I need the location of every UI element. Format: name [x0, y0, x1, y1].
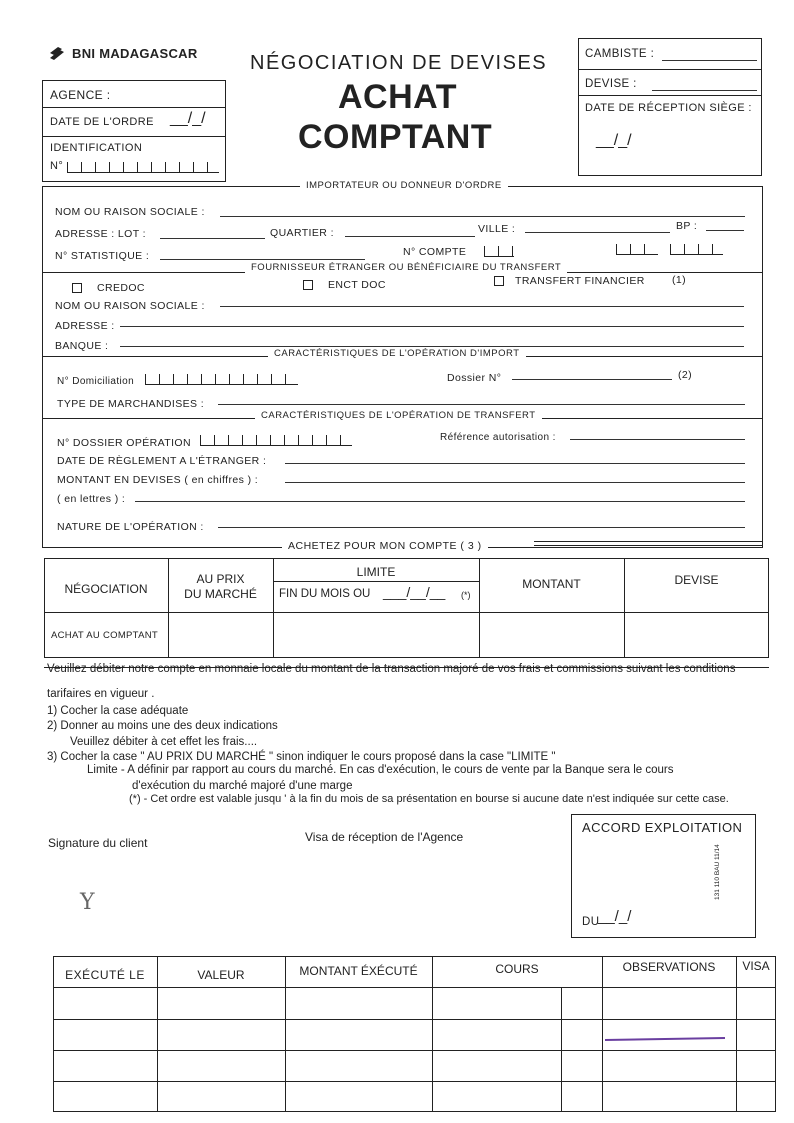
importateur-compte-field-c[interactable] — [670, 244, 723, 255]
transfert-financier-label: TRANSFERT FINANCIER — [515, 275, 645, 287]
montant-cell[interactable] — [480, 613, 623, 657]
exec-col-montant-execute: MONTANT ÉXÉCUTÉ — [299, 964, 418, 978]
section-fournisseur: FOURNISSEUR ÉTRANGER OU BÉNÉFICIAIRE DU TRANSFERT — [245, 262, 567, 273]
col-au-prix-2: DU MARCHÉ — [184, 587, 257, 601]
importateur-quartier-label: QUARTIER : — [270, 227, 334, 239]
form-ref-code: 131 110 BAU 11/14 — [714, 844, 721, 900]
col-au-prix-1: AU PRIX — [196, 572, 245, 586]
note-2b: Veuillez débiter à cet effet les frais.... — [70, 736, 258, 748]
exec-col-visa: VISA — [742, 959, 770, 973]
dossier-field[interactable] — [512, 379, 672, 380]
identification-number-field[interactable] — [67, 162, 219, 173]
main-form-frame — [42, 186, 763, 548]
dossier-label: Dossier N° — [447, 372, 502, 384]
section-transfert: CARACTÉRISTIQUES DE L'OPÉRATION DE TRANSFERT — [255, 410, 542, 421]
importateur-compte-field-b[interactable] — [616, 244, 658, 255]
bank-name: BNI MADAGASCAR — [72, 46, 198, 61]
note-3c: d'exécution du marché majoré d'une marge — [132, 780, 353, 792]
achetez-heading: ACHETEZ POUR MON COMPTE ( 3 ) — [282, 540, 488, 552]
bank-logo — [48, 44, 228, 64]
signature-client-label: Signature du client — [48, 836, 148, 850]
note-1-marker: (1) — [672, 274, 687, 286]
title-achat: ACHAT — [338, 78, 457, 116]
marchandises-field[interactable] — [218, 404, 745, 405]
importateur-statistique-label: N° STATISTIQUE : — [55, 250, 150, 262]
importateur-bp-field[interactable] — [706, 230, 744, 231]
importateur-compte-label: N° COMPTE — [403, 246, 467, 258]
importateur-statistique-field[interactable] — [160, 259, 365, 260]
fin-du-mois-date-field[interactable]: ___/__/__ — [383, 584, 446, 600]
fournisseur-adresse-label: ADRESSE : — [55, 320, 115, 332]
col-negociation: NÉGOCIATION — [64, 582, 148, 596]
exec-col-cours: COURS — [495, 962, 539, 976]
exec-col-observations: OBSERVATIONS — [622, 960, 716, 974]
importateur-bp-label: BP : — [676, 220, 698, 232]
fournisseur-banque-field[interactable] — [120, 346, 744, 347]
importateur-quartier-field[interactable] — [345, 236, 475, 237]
title-negociation: NÉGOCIATION DE DEVISES — [250, 52, 548, 74]
dossier-operation-field[interactable] — [200, 435, 352, 446]
accord-du-label: DU — [582, 916, 600, 928]
col-limite: LIMITE — [356, 565, 396, 579]
domiciliation-field[interactable] — [145, 374, 298, 385]
title-comptant: COMPTANT — [298, 118, 493, 156]
dossier-operation-label: N° DOSSIER OPÉRATION — [57, 437, 191, 449]
accord-date-field[interactable]: __/_/ — [598, 908, 632, 925]
section-import: CARACTÉRISTIQUES DE L'OPÉRATION D'IMPORT — [268, 348, 526, 359]
note-2-marker: (2) — [678, 369, 693, 381]
credoc-label: CREDOC — [97, 282, 145, 294]
importateur-ville-label: VILLE : — [478, 223, 516, 235]
importateur-lot-field[interactable] — [160, 238, 265, 239]
au-prix-marche-cell[interactable] — [169, 613, 272, 657]
col-devise: DEVISE — [674, 573, 719, 587]
montant-lettres-field[interactable] — [135, 501, 745, 502]
nature-operation-label: NATURE DE L'OPÉRATION : — [57, 521, 204, 533]
reference-autorisation-field[interactable] — [570, 439, 745, 440]
note-paragraph-1a: Veuillez débiter notre compte en monnaie locale du montant de la transaction majoré de vos frais et commissions suivant les conditions — [47, 663, 736, 675]
cambiste-field[interactable] — [662, 60, 757, 61]
date-reglement-field[interactable] — [285, 463, 745, 464]
importateur-ville-field[interactable] — [525, 232, 670, 233]
reference-autorisation-label: Référence autorisation : — [440, 432, 556, 443]
importateur-adresse-label: ADRESSE : LOT : — [55, 228, 146, 240]
montant-chiffres-label: MONTANT EN DEVISES ( en chiffres ) : — [57, 474, 259, 486]
identification-number-label: N° — [50, 160, 64, 172]
fournisseur-banque-label: BANQUE : — [55, 340, 109, 352]
devise-cell[interactable] — [625, 613, 768, 657]
domiciliation-label: N° Domiciliation — [57, 376, 135, 387]
limite-cell[interactable] — [274, 613, 478, 657]
bni-logo-icon — [48, 44, 66, 64]
date-reception-label: DATE DE RÉCEPTION SIÈGE : — [585, 102, 752, 114]
accord-exploitation-label: ACCORD EXPLOITATION — [582, 820, 743, 835]
devise-field[interactable] — [652, 90, 757, 91]
fournisseur-adresse-field[interactable] — [120, 326, 744, 327]
visa-agence-label: Visa de réception de l'Agence — [305, 830, 464, 844]
agence-label: AGENCE : — [50, 88, 111, 102]
enct-doc-label: ENCT DOC — [328, 279, 386, 291]
section-importateur: IMPORTATEUR OU DONNEUR D'ORDRE — [300, 180, 508, 191]
note-3: 3) Cocher la case " AU PRIX DU MARCHÉ " sinon indiquer le cours proposé dans la case "LIMITE " — [47, 751, 556, 763]
devise-label: DEVISE : — [585, 78, 637, 90]
importateur-nom-label: NOM OU RAISON SOCIALE : — [55, 206, 205, 218]
date-reception-field[interactable]: __/_/ — [596, 132, 632, 149]
note-3b: Limite - A définir par rapport au cours du marché. En cas d'exécution, le cours de vente par la Banque sera le cours — [87, 764, 674, 776]
importateur-nom-field[interactable] — [220, 216, 745, 217]
identification-label: IDENTIFICATION — [50, 142, 143, 154]
note-paragraph-1b: tarifaires en vigueur . — [47, 688, 155, 700]
col-montant: MONTANT — [522, 577, 581, 591]
fournisseur-nom-label: NOM OU RAISON SOCIALE : — [55, 300, 205, 312]
importateur-compte-field-a[interactable] — [484, 246, 514, 257]
exec-col-valeur: VALEUR — [197, 968, 245, 982]
date-ordre-field[interactable]: __/_/ — [170, 110, 206, 127]
credoc-checkbox[interactable] — [72, 283, 82, 293]
date-reglement-label: DATE DE RÈGLEMENT A L'ÉTRANGER : — [57, 455, 267, 467]
fournisseur-nom-field[interactable] — [220, 306, 744, 307]
note-3d: (*) - Cet ordre est valable jusqu ' à la fin du mois de sa présentation en bourse si aucune date n'est indiquée sur cette case. — [129, 793, 729, 805]
cambiste-label: CAMBISTE : — [585, 48, 655, 60]
handwritten-mark: Y — [80, 890, 95, 915]
nature-operation-field[interactable] — [218, 527, 745, 528]
transfert-financier-checkbox[interactable] — [494, 276, 504, 286]
montant-chiffres-field[interactable] — [285, 482, 745, 483]
date-ordre-label: DATE DE L'ORDRE — [50, 116, 154, 128]
note-1: 1) Cocher la case adéquate — [47, 705, 189, 717]
enct-doc-checkbox[interactable] — [303, 280, 313, 290]
fin-du-mois-asterisk: (*) — [461, 590, 471, 600]
row-achat-comptant: ACHAT AU COMPTANT — [51, 630, 158, 641]
note-2: 2) Donner au moins une des deux indications — [47, 720, 278, 732]
montant-lettres-label: ( en lettres ) : — [57, 493, 126, 505]
exec-col-execute-le: EXÉCUTÉ LE — [65, 968, 145, 982]
fin-du-mois-label: FIN DU MOIS OU — [279, 588, 371, 600]
marchandises-label: TYPE DE MARCHANDISES : — [57, 398, 205, 410]
